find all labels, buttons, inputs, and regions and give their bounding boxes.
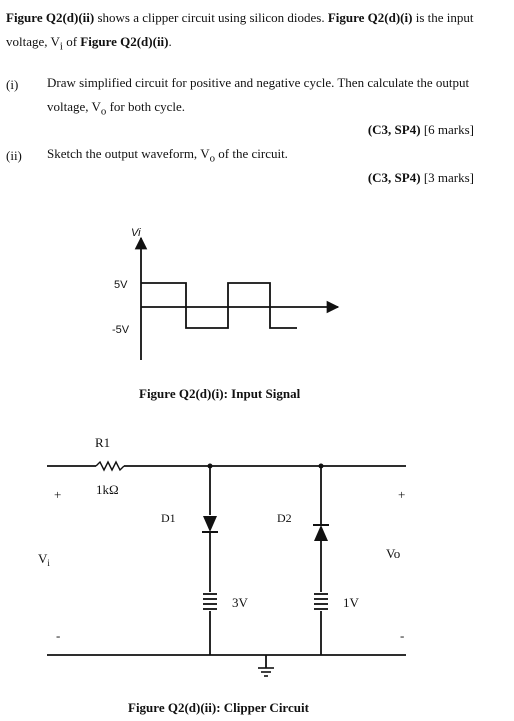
- vi-axis-label: Vi: [131, 227, 141, 239]
- intro-text: .: [168, 34, 172, 49]
- question-number: (i): [6, 77, 19, 92]
- input-signal-caption: Figure Q2(d)(i): Input Signal: [139, 386, 301, 401]
- output-plus: +: [398, 487, 406, 502]
- clipper-circuit-caption: Figure Q2(d)(ii): Clipper Circuit: [128, 700, 309, 715]
- question-intro: [6, 6, 506, 59]
- subscript: o: [100, 105, 107, 118]
- marks-label: [368, 122, 474, 138]
- diode-d2: [314, 525, 328, 541]
- diode-d1: [203, 516, 217, 532]
- r1-value: 1kΩ: [96, 482, 119, 497]
- output-minus: -: [400, 628, 405, 643]
- neg-level-label: -5V: [112, 324, 130, 336]
- marks-code: (C3, SP4): [367, 122, 421, 137]
- question-text-part: Draw simplified circuit for positive and negative cycle. Then calculate the output voltage, V: [47, 75, 470, 114]
- resistor-r1: [96, 462, 124, 470]
- d2-label: D2: [277, 511, 292, 525]
- marks-value: [6 marks]: [420, 122, 474, 137]
- vo-label: Vo: [386, 546, 401, 561]
- marks-value: [3 marks]: [420, 170, 474, 185]
- intro-text: is the input voltage, V: [6, 10, 474, 49]
- r1-label: R1: [95, 435, 111, 450]
- question-text: [47, 71, 487, 124]
- junction: [208, 464, 213, 469]
- subscript: i: [59, 40, 63, 53]
- question-text-part: for both cycle.: [106, 99, 186, 114]
- square-wave: [141, 283, 297, 328]
- marks-code: (C3, SP4): [367, 170, 421, 185]
- intro-text: shows a clipper circuit using silicon diodes.: [94, 10, 328, 25]
- battery-1v-label: 1V: [343, 595, 359, 610]
- figure-ref: Figure Q2(d)(ii): [6, 10, 95, 25]
- vi-label: $V_i$: [38, 551, 50, 568]
- marks-label: [368, 170, 474, 186]
- intro-text: of: [62, 34, 81, 49]
- pos-level-label: 5V: [114, 279, 128, 291]
- battery-3v-label: 3V: [232, 595, 248, 610]
- input-plus: +: [54, 487, 62, 502]
- question-text-part: of the circuit.: [215, 146, 288, 161]
- figure-ref: Figure Q2(d)(ii): [80, 34, 169, 49]
- junction: [319, 464, 324, 469]
- d1-label: D1: [161, 511, 176, 525]
- question-text: [47, 142, 487, 171]
- question-text-part: Sketch the output waveform, V: [47, 146, 210, 161]
- question-number: (ii): [6, 148, 22, 163]
- figure-ref: Figure Q2(d)(i): [327, 10, 413, 25]
- subscript: o: [209, 152, 216, 165]
- input-minus: -: [56, 628, 61, 643]
